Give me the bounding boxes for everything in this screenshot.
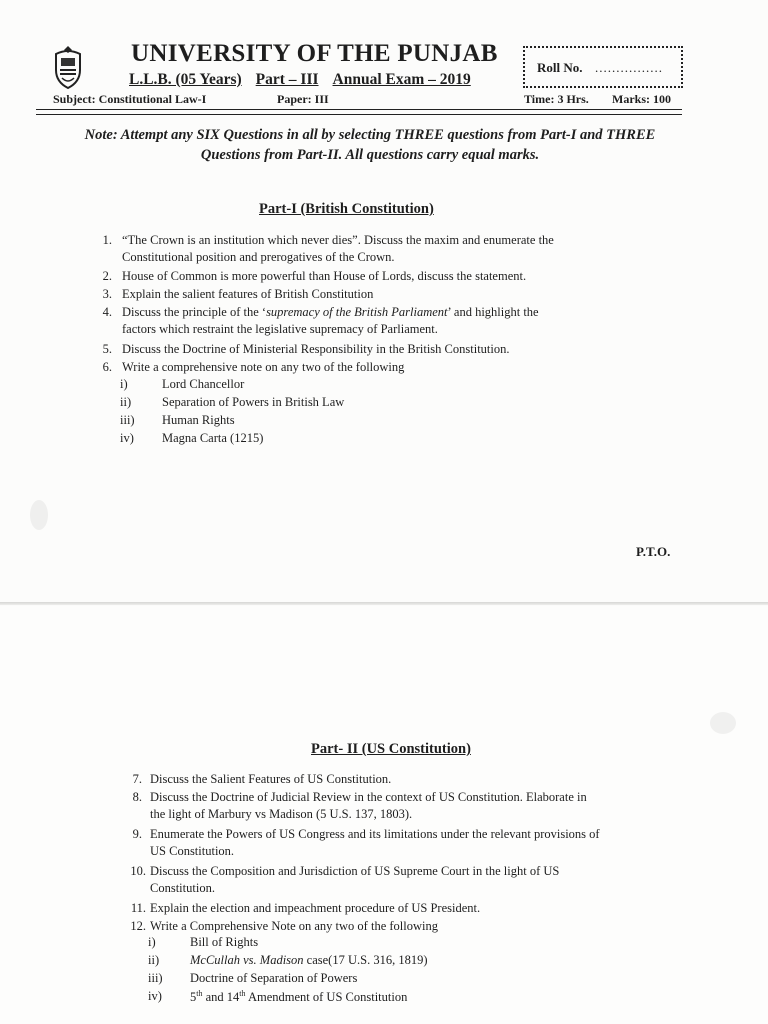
question-text-cont: factors which restraint the legislative supremacy of Parliament. (122, 322, 438, 336)
option-numeral: ii) (120, 395, 132, 409)
part-1-heading: Part-I (British Constitution) (259, 201, 434, 217)
paper-label: Paper: III (277, 92, 329, 106)
note-line-2: Questions from Part-II. All questions carry equal marks. (200, 147, 540, 163)
amendment-text: Amendment of US Constitution (245, 990, 408, 1005)
question-number: 1. (102, 233, 112, 247)
option-numeral: ii) (148, 953, 160, 967)
page-fold (0, 602, 768, 605)
roll-number-label: Roll No. (537, 60, 583, 75)
option-text (190, 953, 428, 968)
option-text: Bill of Rights (190, 935, 259, 949)
case-name: McCullah vs. Madison (190, 953, 304, 967)
amendment-number: 5 (190, 990, 197, 1005)
question-text: Enumerate the Powers of US Congress and its limitations under the relevant provisions of (150, 827, 600, 841)
option-numeral: i) (120, 377, 128, 391)
exam-line (129, 71, 485, 89)
question-number: 5. (102, 342, 112, 356)
option-text: Doctrine of Separation of Powers (190, 971, 358, 985)
roll-number-box (523, 46, 683, 88)
question-text-cont: Constitution. (150, 881, 215, 895)
question-text: Discuss the Doctrine of Ministerial Responsibility in the British Constitution. (122, 342, 510, 356)
instructions-note (60, 125, 680, 165)
question-number: 12. (130, 919, 146, 933)
question-text: Write a Comprehensive Note on any two of the following (150, 919, 438, 933)
question-text-cont: US Constitution. (150, 844, 235, 858)
option-numeral: iii) (148, 971, 163, 985)
scan-smudge (710, 712, 736, 734)
header-rule-top (36, 109, 682, 110)
option-numeral: i) (148, 935, 156, 949)
question-text (122, 304, 622, 321)
marks-label: Marks: 100 (612, 92, 671, 106)
question-text: Discuss the Salient Features of US Constitution. (150, 772, 392, 786)
question-italic-phrase: supremacy of the British Parliament (266, 305, 448, 319)
question-number: 8. (132, 790, 142, 804)
question-text: “The Crown is an institution which never dies”. Discuss the maxim and enumerate the (122, 233, 554, 247)
exam-part: Part – III (255, 71, 319, 88)
note-line-1: Note: Attempt any SIX Questions in all by selecting THREE questions from Part-I and THREE (84, 127, 656, 143)
question-text-cont: Constitutional position and prerogatives of the Crown. (122, 250, 395, 264)
option-numeral: iv) (148, 989, 162, 1003)
question-text-end: ’ and highlight the (447, 305, 539, 319)
question-number: 2. (102, 269, 112, 283)
option-text (190, 989, 407, 1005)
question-text-cont: the light of Marbury vs Madison (5 U.S. 137, 1803). (150, 807, 413, 821)
ordinal-suffix: th (239, 989, 246, 998)
roll-number-blank: ................ (595, 60, 663, 75)
question-number: 4. (102, 305, 112, 319)
option-numeral: iii) (120, 413, 135, 427)
question-number: 10. (130, 864, 146, 878)
question-text: House of Common is more powerful than House of Lords, discuss the statement. (122, 269, 527, 283)
question-number: 6. (102, 360, 112, 374)
subject-label: Subject: Constitutional Law-I (53, 92, 207, 106)
university-title: UNIVERSITY OF THE PUNJAB (131, 40, 498, 67)
program-name: L.L.B. (05 Years) (129, 71, 242, 88)
question-text: Write a comprehensive note on any two of the following (122, 360, 405, 374)
question-number: 7. (132, 772, 142, 786)
ordinal-suffix: th (196, 989, 203, 998)
scan-smudge (30, 500, 48, 530)
case-citation: case(17 U.S. 316, 1819) (303, 953, 428, 967)
option-text: Lord Chancellor (162, 377, 245, 391)
exam-session: Annual Exam – 2019 (332, 71, 471, 88)
question-text-start: Discuss the principle of the ‘ (122, 305, 267, 319)
university-crest-logo (50, 44, 86, 92)
question-text: Explain the salient features of British Constitution (122, 287, 374, 301)
amendment-connector: and 14 (202, 990, 240, 1005)
question-text: Discuss the Composition and Jurisdiction of US Supreme Court in the light of US (150, 864, 560, 878)
question-number: 11. (130, 901, 146, 915)
option-text: Separation of Powers in British Law (162, 395, 345, 409)
please-turn-over: P.T.O. (636, 544, 671, 559)
option-numeral: iv) (120, 431, 134, 445)
question-text: Explain the election and impeachment procedure of US President. (150, 901, 481, 915)
question-text: Discuss the Doctrine of Judicial Review in the context of US Constitution. Elaborate in (150, 790, 587, 804)
option-text: Magna Carta (1215) (162, 431, 264, 445)
question-number: 3. (102, 287, 112, 301)
part-2-heading: Part- II (US Constitution) (311, 741, 471, 757)
header-rule-bottom (36, 114, 682, 115)
time-label: Time: 3 Hrs. (524, 92, 589, 106)
question-number: 9. (132, 827, 142, 841)
option-text: Human Rights (162, 413, 235, 427)
